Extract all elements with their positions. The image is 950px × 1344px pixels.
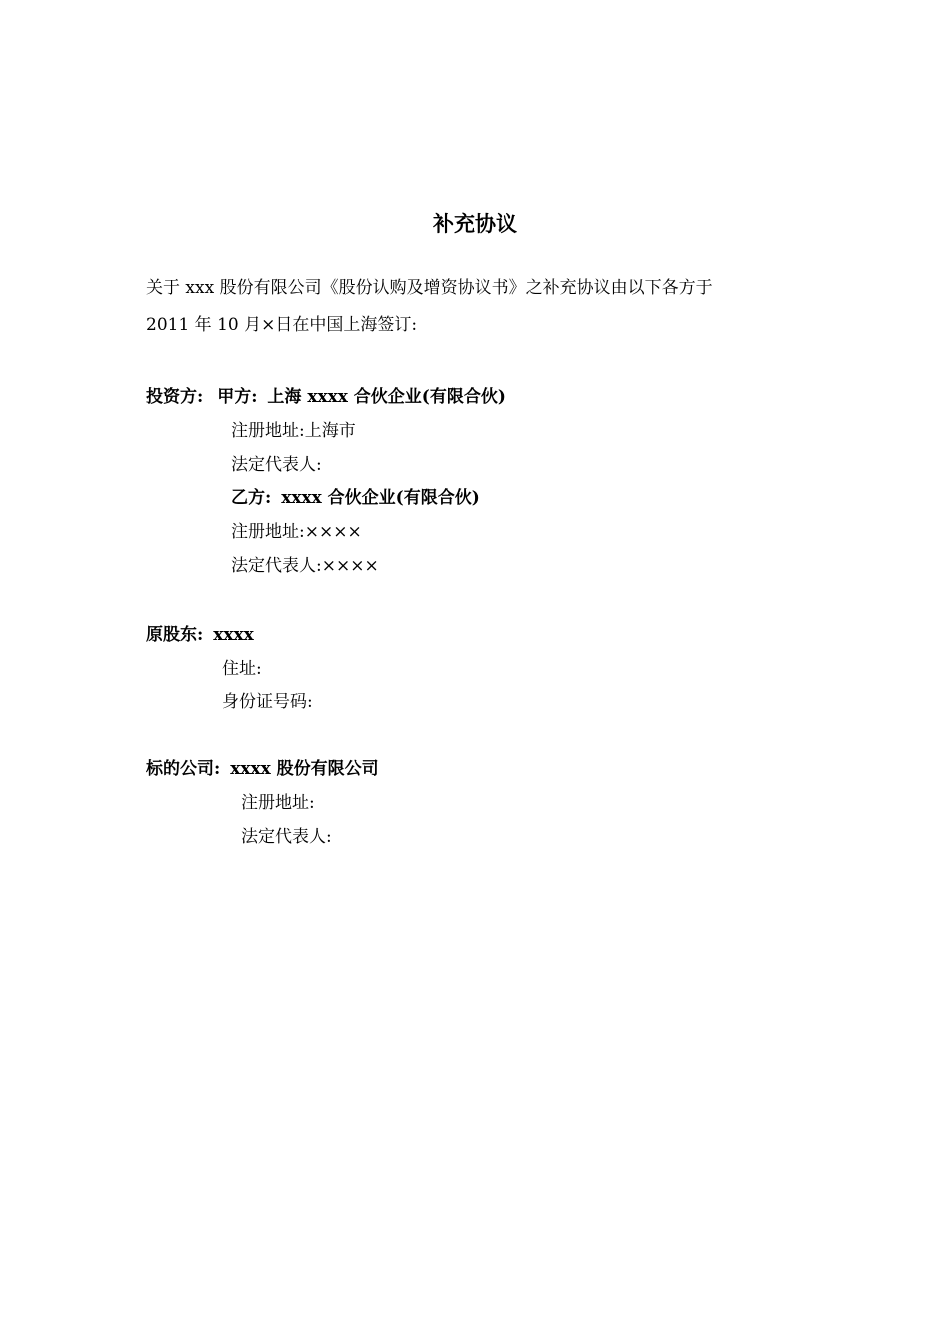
shareholder-address: 住址: bbox=[222, 659, 262, 679]
shareholder-line bbox=[146, 623, 254, 647]
target-company-line bbox=[146, 757, 379, 781]
party-a-representative: 法定代表人: bbox=[231, 455, 322, 475]
intro-line-2: 2011 年 10 月×日在中国上海签订: bbox=[146, 315, 418, 335]
party-a-address: 注册地址:上海市 bbox=[231, 421, 356, 441]
shareholder-id-number: 身份证号码: bbox=[222, 692, 313, 712]
intro-paragraph bbox=[146, 270, 816, 344]
shareholder-heading: 原股东: bbox=[146, 625, 204, 645]
investor-party-b-line bbox=[231, 486, 480, 510]
party-b-name: xxxx 合伙企业(有限合伙) bbox=[281, 488, 480, 508]
investor-party-a-line bbox=[146, 385, 506, 409]
document-title: 补充协议 bbox=[433, 211, 517, 236]
target-address: 注册地址: bbox=[241, 793, 315, 813]
party-b-representative: 法定代表人:×××× bbox=[231, 556, 379, 576]
target-representative: 法定代表人: bbox=[241, 827, 332, 847]
party-a-name: 上海 xxxx 合伙企业(有限合伙) bbox=[267, 387, 506, 407]
party-b-label: 乙方: bbox=[231, 488, 272, 508]
investor-heading: 投资方: bbox=[146, 387, 204, 407]
party-a-label: 甲方: bbox=[217, 387, 258, 407]
target-heading: 标的公司: bbox=[146, 759, 221, 779]
intro-line-1: 关于 xxx 股份有限公司《股份认购及增资协议书》之补充协议由以下各方于 bbox=[146, 278, 713, 298]
party-b-address: 注册地址:×××× bbox=[231, 522, 362, 542]
shareholder-name: xxxx bbox=[213, 625, 254, 645]
target-name: xxxx 股份有限公司 bbox=[230, 759, 379, 779]
